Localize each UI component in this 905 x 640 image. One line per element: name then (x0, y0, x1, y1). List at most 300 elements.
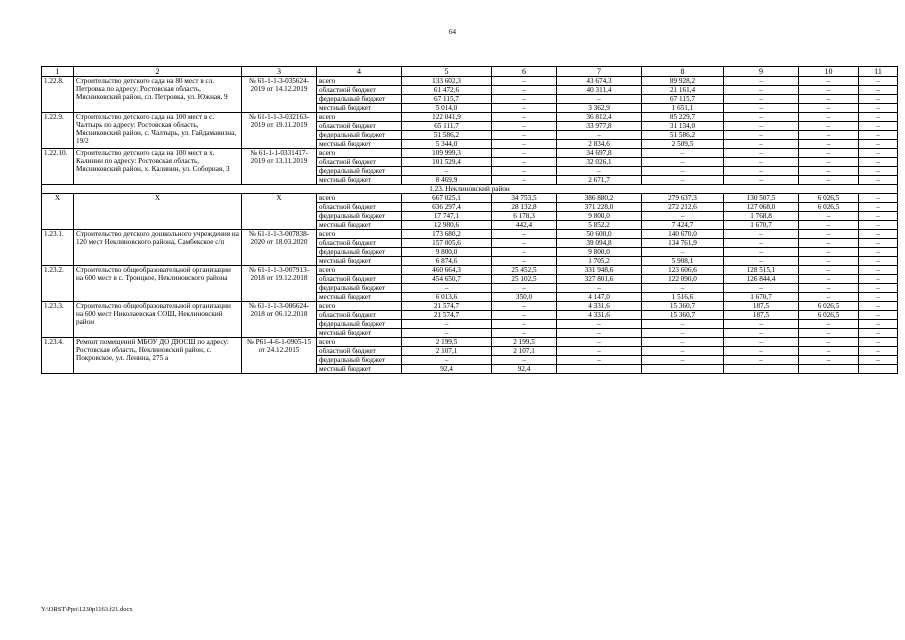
value-cell: – (724, 95, 799, 104)
value-cell: 43 674,3 (557, 77, 642, 86)
value-cell: – (492, 284, 557, 293)
value-cell: – (557, 131, 642, 140)
value-cell: 350,0 (492, 293, 557, 302)
value-cell: – (724, 77, 799, 86)
value-cell: – (492, 140, 557, 149)
funding-source-label: местный бюджет (317, 293, 402, 302)
value-cell: – (492, 248, 557, 257)
table-row (42, 338, 898, 347)
value-cell: – (492, 320, 557, 329)
funding-source-label: федеральный бюджет (317, 284, 402, 293)
column-number-cell: 6 (492, 67, 557, 77)
placeholder-x-cell: Х (42, 194, 74, 230)
value-cell: – (799, 239, 859, 248)
value-cell: – (724, 122, 799, 131)
value-cell: – (557, 284, 642, 293)
funding-source-label: всего (317, 338, 402, 347)
funding-source-label: местный бюджет (317, 221, 402, 230)
value-cell: – (859, 356, 898, 365)
value-cell: 39 094,8 (557, 239, 642, 248)
value-cell: – (799, 257, 859, 266)
value-cell: 50 600,0 (557, 230, 642, 239)
value-cell: – (492, 77, 557, 86)
value-cell: – (799, 140, 859, 149)
value-cell: 1 670,7 (724, 221, 799, 230)
value-cell: 92,4 (492, 365, 557, 374)
item-name: Строительство детского сада на 100 мест в х. Калинин по адресу: Ростовская область, Мясниковский район, х. Калинин, ул. Соборная, 3 (74, 149, 242, 185)
item-document: № 61-1-1-3-007838-2020 от 18.03.2020 (242, 230, 317, 266)
value-cell: 2 107,1 (492, 347, 557, 356)
value-cell: 134 761,9 (642, 239, 724, 248)
value-cell: – (799, 149, 859, 158)
value-cell: – (859, 320, 898, 329)
value-cell: – (799, 158, 859, 167)
funding-source-label: областной бюджет (317, 311, 402, 320)
value-cell: – (642, 329, 724, 338)
value-cell: 51 586,2 (402, 131, 492, 140)
value-cell: 5 908,1 (642, 257, 724, 266)
value-cell (557, 365, 642, 374)
value-cell: 5 344,0 (402, 140, 492, 149)
value-cell: 61 472,6 (402, 86, 492, 95)
value-cell: – (799, 320, 859, 329)
funding-source-label: всего (317, 266, 402, 275)
value-cell: 636 297,4 (402, 203, 492, 212)
value-cell: – (642, 149, 724, 158)
section-title: 1.23. Неклиновский район (42, 185, 898, 194)
value-cell: – (642, 158, 724, 167)
table-row (42, 149, 898, 158)
value-cell: 6 178,3 (492, 212, 557, 221)
funding-source-label: местный бюджет (317, 104, 402, 113)
value-cell: – (859, 248, 898, 257)
column-number-cell: 10 (799, 67, 859, 77)
value-cell: – (799, 284, 859, 293)
column-number-cell: 7 (557, 67, 642, 77)
item-document: № Р61-4-6-1-0905-15 от 24.12.2015 (242, 338, 317, 374)
value-cell: 2 509,5 (642, 140, 724, 149)
value-cell: – (724, 248, 799, 257)
value-cell: – (859, 176, 898, 185)
value-cell: 127 068,0 (724, 203, 799, 212)
value-cell: 157 005,6 (402, 239, 492, 248)
value-cell: – (799, 77, 859, 86)
value-cell: – (492, 257, 557, 266)
funding-source-label: местный бюджет (317, 365, 402, 374)
value-cell: – (642, 356, 724, 365)
value-cell: 1 516,6 (642, 293, 724, 302)
value-cell: 130 507,5 (724, 194, 799, 203)
value-cell: 4 331,6 (557, 302, 642, 311)
value-cell: – (859, 239, 898, 248)
value-cell: 9 800,0 (557, 248, 642, 257)
value-cell: – (492, 149, 557, 158)
value-cell: 21 574,7 (402, 302, 492, 311)
value-cell: 28 132,8 (492, 203, 557, 212)
funding-source-label: областной бюджет (317, 275, 402, 284)
value-cell: – (402, 320, 492, 329)
item-name: Строительство общеобразовательной организации на 600 мест Николаевская СОШ, Неклиновский район (74, 302, 242, 338)
value-cell: 85 229,7 (642, 113, 724, 122)
value-cell: 36 812,4 (557, 113, 642, 122)
funding-source-label: всего (317, 194, 402, 203)
value-cell: 9 800,0 (402, 248, 492, 257)
value-cell: – (557, 329, 642, 338)
value-cell: 32 026,1 (557, 158, 642, 167)
table-row (42, 266, 898, 275)
value-cell: – (724, 230, 799, 239)
funding-source-label: областной бюджет (317, 122, 402, 131)
placeholder-x-cell: Х (242, 194, 317, 230)
value-cell: 327 801,6 (557, 275, 642, 284)
value-cell: – (859, 104, 898, 113)
value-cell: – (799, 356, 859, 365)
value-cell: – (724, 284, 799, 293)
funding-source-label: федеральный бюджет (317, 95, 402, 104)
value-cell: 65 111,7 (402, 122, 492, 131)
value-cell: 2 199,5 (492, 338, 557, 347)
value-cell: – (799, 293, 859, 302)
value-cell: – (402, 329, 492, 338)
funding-source-label: всего (317, 302, 402, 311)
value-cell: – (799, 212, 859, 221)
value-cell: 279 637,3 (642, 194, 724, 203)
table-row (42, 113, 898, 122)
page-number: 64 (449, 28, 456, 36)
funding-source-label: всего (317, 149, 402, 158)
value-cell: 67 115,7 (402, 95, 492, 104)
value-cell: 133 602,3 (402, 77, 492, 86)
value-cell: – (724, 113, 799, 122)
value-cell: 8 469,9 (402, 176, 492, 185)
value-cell: – (799, 338, 859, 347)
value-cell: 460 664,3 (402, 266, 492, 275)
funding-source-label: всего (317, 113, 402, 122)
value-cell: 122 090,0 (642, 275, 724, 284)
item-name: Строительство детского сада на 80 мест в сл. Петровка по адресу: Ростовская область, Мясниковский район, сл. Петровка, ул. Южная, 9 (74, 77, 242, 113)
value-cell: 2 107,1 (402, 347, 492, 356)
value-cell: 6 013,6 (402, 293, 492, 302)
funding-source-label: федеральный бюджет (317, 248, 402, 257)
value-cell: – (642, 338, 724, 347)
funding-source-label: местный бюджет (317, 176, 402, 185)
item-number: 1.23.2. (42, 266, 74, 302)
value-cell: – (799, 266, 859, 275)
item-name: Строительство общеобразовательной организации на 600 мест в с. Троицкое, Неклиновского района (74, 266, 242, 302)
value-cell: – (859, 257, 898, 266)
value-cell: – (859, 113, 898, 122)
value-cell: – (492, 167, 557, 176)
value-cell: 6 874,6 (402, 257, 492, 266)
column-number-cell: 9 (724, 67, 799, 77)
funding-source-label: федеральный бюджет (317, 131, 402, 140)
value-cell: – (859, 194, 898, 203)
value-cell: – (859, 266, 898, 275)
value-cell: – (859, 95, 898, 104)
budget-table (41, 66, 898, 374)
value-cell: – (492, 176, 557, 185)
value-cell: – (859, 203, 898, 212)
funding-source-label: федеральный бюджет (317, 167, 402, 176)
value-cell: – (799, 104, 859, 113)
item-number: 1.22.8. (42, 77, 74, 113)
value-cell: – (557, 347, 642, 356)
value-cell: – (859, 302, 898, 311)
value-cell: 442,4 (492, 221, 557, 230)
value-cell: 122 041,9 (402, 113, 492, 122)
value-cell: – (492, 86, 557, 95)
value-cell: – (642, 176, 724, 185)
item-name: Ремонт помещений МБОУ ДО ДЮСШ по адресу: Ростовская область, Неклиновский район, с. Покровское, ул. Ленина, 275 а (74, 338, 242, 374)
value-cell: – (492, 302, 557, 311)
value-cell: – (724, 329, 799, 338)
item-name: Строительство детского дошкольного учреждения на 120 мест Неклиновского района, Самбекское с/п (74, 230, 242, 266)
value-cell: – (859, 230, 898, 239)
value-cell: 2 199,5 (402, 338, 492, 347)
value-cell: – (492, 131, 557, 140)
value-cell: – (799, 221, 859, 230)
item-number: 1.22.9. (42, 113, 74, 149)
value-cell: 17 747,1 (402, 212, 492, 221)
value-cell: 15 360,7 (642, 311, 724, 320)
value-cell: 187,5 (724, 302, 799, 311)
value-cell: – (799, 131, 859, 140)
value-cell: 1 670,7 (724, 293, 799, 302)
value-cell: – (859, 275, 898, 284)
value-cell: – (492, 311, 557, 320)
value-cell: 4 331,6 (557, 311, 642, 320)
value-cell: 187,5 (724, 311, 799, 320)
funding-source-label: местный бюджет (317, 140, 402, 149)
funding-source-label: всего (317, 77, 402, 86)
value-cell: – (492, 122, 557, 131)
value-cell: – (724, 257, 799, 266)
value-cell: – (642, 347, 724, 356)
value-cell: 667 025,1 (402, 194, 492, 203)
table-row (42, 77, 898, 86)
funding-source-label: областной бюджет (317, 239, 402, 248)
value-cell: – (859, 86, 898, 95)
value-cell: – (859, 131, 898, 140)
column-number-row (42, 67, 898, 77)
value-cell: – (859, 212, 898, 221)
value-cell: 15 360,7 (642, 302, 724, 311)
value-cell: – (557, 356, 642, 365)
value-cell: – (557, 95, 642, 104)
value-cell: 4 147,0 (557, 293, 642, 302)
value-cell: 371 228,0 (557, 203, 642, 212)
value-cell: – (724, 347, 799, 356)
table-row (42, 194, 898, 203)
value-cell: – (557, 167, 642, 176)
value-cell: – (724, 86, 799, 95)
section-row (42, 185, 898, 194)
value-cell: – (799, 113, 859, 122)
value-cell: – (724, 149, 799, 158)
value-cell: – (492, 158, 557, 167)
value-cell: – (724, 104, 799, 113)
value-cell: – (859, 329, 898, 338)
value-cell: – (724, 140, 799, 149)
value-cell: – (557, 338, 642, 347)
value-cell: 5 014,0 (402, 104, 492, 113)
value-cell: 123 606,6 (642, 266, 724, 275)
value-cell: – (492, 356, 557, 365)
value-cell: 12 980,6 (402, 221, 492, 230)
value-cell: – (724, 176, 799, 185)
value-cell: 101 529,4 (402, 158, 492, 167)
value-cell (642, 365, 724, 374)
value-cell: – (642, 167, 724, 176)
value-cell: – (492, 329, 557, 338)
value-cell: – (859, 158, 898, 167)
funding-source-label: областной бюджет (317, 347, 402, 356)
column-number-cell: 1 (42, 67, 74, 77)
value-cell: – (799, 230, 859, 239)
value-cell: – (402, 284, 492, 293)
funding-source-label: всего (317, 230, 402, 239)
value-cell: 128 515,1 (724, 266, 799, 275)
value-cell: 25 452,5 (492, 266, 557, 275)
value-cell: – (859, 338, 898, 347)
funding-source-label: федеральный бюджет (317, 212, 402, 221)
value-cell: 7 424,7 (642, 221, 724, 230)
value-cell: 173 680,2 (402, 230, 492, 239)
value-cell: 1 651,1 (642, 104, 724, 113)
value-cell: 331 948,6 (557, 266, 642, 275)
value-cell: – (859, 221, 898, 230)
value-cell: 34 753,5 (492, 194, 557, 203)
value-cell: – (492, 230, 557, 239)
value-cell: 3 362,9 (557, 104, 642, 113)
value-cell: 6 026,5 (799, 203, 859, 212)
value-cell: – (859, 347, 898, 356)
item-number: 1.22.10. (42, 149, 74, 185)
value-cell: – (402, 356, 492, 365)
value-cell: 31 134,0 (642, 122, 724, 131)
value-cell: – (799, 176, 859, 185)
value-cell: – (642, 320, 724, 329)
funding-source-label: областной бюджет (317, 203, 402, 212)
value-cell: 21 161,4 (642, 86, 724, 95)
value-cell: – (859, 284, 898, 293)
column-number-cell: 8 (642, 67, 724, 77)
value-cell: – (724, 167, 799, 176)
value-cell: – (402, 167, 492, 176)
item-document: № 61-1-1-0331417-2019 от 13.11.2019 (242, 149, 317, 185)
funding-source-label: местный бюджет (317, 329, 402, 338)
value-cell: – (799, 167, 859, 176)
column-number-cell: 3 (242, 67, 317, 77)
value-cell: – (724, 338, 799, 347)
value-cell: – (799, 122, 859, 131)
value-cell: – (724, 131, 799, 140)
column-number-cell: 5 (402, 67, 492, 77)
table-row (42, 302, 898, 311)
value-cell: – (859, 77, 898, 86)
table-row (42, 230, 898, 239)
value-cell: 40 311,4 (557, 86, 642, 95)
value-cell: – (859, 311, 898, 320)
value-cell: – (799, 248, 859, 257)
value-cell: – (859, 149, 898, 158)
value-cell: – (859, 140, 898, 149)
value-cell: 51 586,2 (642, 131, 724, 140)
placeholder-x-cell: Х (74, 194, 242, 230)
value-cell: – (642, 248, 724, 257)
value-cell: 89 928,2 (642, 77, 724, 86)
value-cell: 2 671,7 (557, 176, 642, 185)
value-cell: 2 834,6 (557, 140, 642, 149)
value-cell: – (724, 356, 799, 365)
column-number-cell: 2 (74, 67, 242, 77)
item-number: 1.23.1. (42, 230, 74, 266)
value-cell: 5 852,2 (557, 221, 642, 230)
value-cell: – (724, 239, 799, 248)
funding-source-label: федеральный бюджет (317, 356, 402, 365)
value-cell: – (799, 275, 859, 284)
value-cell: 6 026,5 (799, 302, 859, 311)
value-cell: – (799, 95, 859, 104)
file-path-footer: Y:\ORST\Ppo\1230p1163.f21.docx (41, 606, 133, 613)
value-cell (724, 365, 799, 374)
value-cell: – (859, 293, 898, 302)
value-cell: – (492, 239, 557, 248)
funding-source-label: областной бюджет (317, 86, 402, 95)
value-cell: – (859, 167, 898, 176)
column-number-cell: 4 (317, 67, 402, 77)
funding-source-label: местный бюджет (317, 257, 402, 266)
value-cell: – (859, 122, 898, 131)
value-cell: – (642, 212, 724, 221)
item-number: 1.23.3. (42, 302, 74, 338)
value-cell: – (799, 86, 859, 95)
value-cell: – (557, 320, 642, 329)
value-cell: 34 697,8 (557, 149, 642, 158)
value-cell: 25 102,5 (492, 275, 557, 284)
value-cell: 1 768,8 (724, 212, 799, 221)
value-cell: 272 212,6 (642, 203, 724, 212)
value-cell: 67 115,7 (642, 95, 724, 104)
value-cell: – (799, 329, 859, 338)
value-cell: 21 574,7 (402, 311, 492, 320)
value-cell: 6 026,5 (799, 311, 859, 320)
value-cell: 6 026,5 (799, 194, 859, 203)
value-cell: 109 999,3 (402, 149, 492, 158)
value-cell: – (492, 104, 557, 113)
value-cell: – (642, 284, 724, 293)
value-cell (799, 365, 859, 374)
value-cell: – (492, 113, 557, 122)
item-document: № 61-1-1-3-006624-2018 от 06.12.2018 (242, 302, 317, 338)
item-document: № 61-1-1-3-032163-2019 от 19.11.2019 (242, 113, 317, 149)
value-cell: – (724, 320, 799, 329)
value-cell (859, 365, 898, 374)
item-number: 1.23.4. (42, 338, 74, 374)
item-name: Строительство детского сада на 100 мест в с. Чалтырь по адресу: Ростовская область, Мясниковский район, с. Чалтырь, ул. Гайдамавизна, 19/2 (74, 113, 242, 149)
value-cell: 386 880,2 (557, 194, 642, 203)
funding-source-label: областной бюджет (317, 158, 402, 167)
value-cell: 140 670,0 (642, 230, 724, 239)
value-cell: – (492, 95, 557, 104)
column-number-cell: 11 (859, 67, 898, 77)
value-cell: 1 705,2 (557, 257, 642, 266)
value-cell: 454 650,7 (402, 275, 492, 284)
value-cell: 33 977,8 (557, 122, 642, 131)
funding-source-label: федеральный бюджет (317, 320, 402, 329)
value-cell: – (799, 347, 859, 356)
value-cell: – (724, 158, 799, 167)
